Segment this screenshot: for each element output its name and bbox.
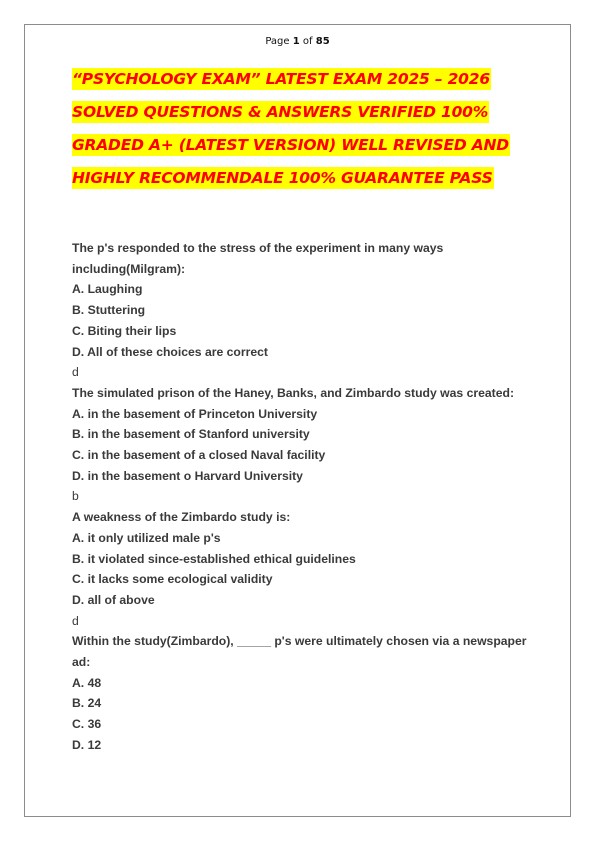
title-line: HIGHLY RECOMMENDALE 100% GUARANTEE PASS [72,169,493,187]
question-text: The p's responded to the stress of the experiment in many ways [72,241,444,255]
document-title [72,68,532,200]
answer-option: C. Biting their lips [72,323,177,338]
question-text: ad: [72,655,91,670]
question-text: A weakness of the Zimbardo study is: [72,510,291,525]
question-block [72,631,532,755]
question-block [72,383,532,507]
page-of-label: of [302,36,313,47]
correct-answer: d [72,365,79,380]
page-number [0,36,595,47]
title-line: “PSYCHOLOGY EXAM” LATEST EXAM 2025 – 2026 [72,70,490,88]
question-text: including(Milgram): [72,261,186,276]
answer-option: D. All of these choices are correct [72,344,268,359]
title-line: SOLVED QUESTIONS & ANSWERS VERIFIED 100% [72,103,489,121]
answer-option: A. Laughing [72,282,143,297]
answer-option: A. it only utilized male p's [72,530,221,545]
title-line: GRADED A+ (LATEST VERSION) WELL REVISED AND [72,136,509,154]
correct-answer: d [72,613,79,628]
answer-option: B. Stuttering [72,303,146,318]
answer-option: D. in the basement o Harvard University [72,468,303,483]
answer-option: B. in the basement of Stanford university [72,427,310,442]
question-block [72,507,532,631]
answer-option: B. it violated since-established ethical guidelines [72,551,356,566]
answer-option: A. in the basement of Princeton University [72,406,318,421]
answer-option: A. 48 [72,675,102,690]
page-label: Page [265,36,290,47]
answer-option: D. 12 [72,737,102,752]
question-list [72,238,532,756]
answer-option: C. 36 [72,717,102,732]
question-text: The simulated prison of the Haney, Banks, and Zimbardo study was created: [72,385,515,400]
answer-option: C. it lacks some ecological validity [72,572,273,587]
answer-option: B. 24 [72,696,102,711]
answer-option: C. in the basement of a closed Naval facility [72,448,326,463]
current-page: 1 [292,36,300,47]
question-text: Within the study(Zimbardo), _____ p's were ultimately chosen via a newspaper [72,634,527,649]
answer-option: D. all of above [72,592,155,607]
correct-answer: b [72,489,79,504]
question-block [72,238,532,383]
total-pages: 85 [315,36,330,47]
